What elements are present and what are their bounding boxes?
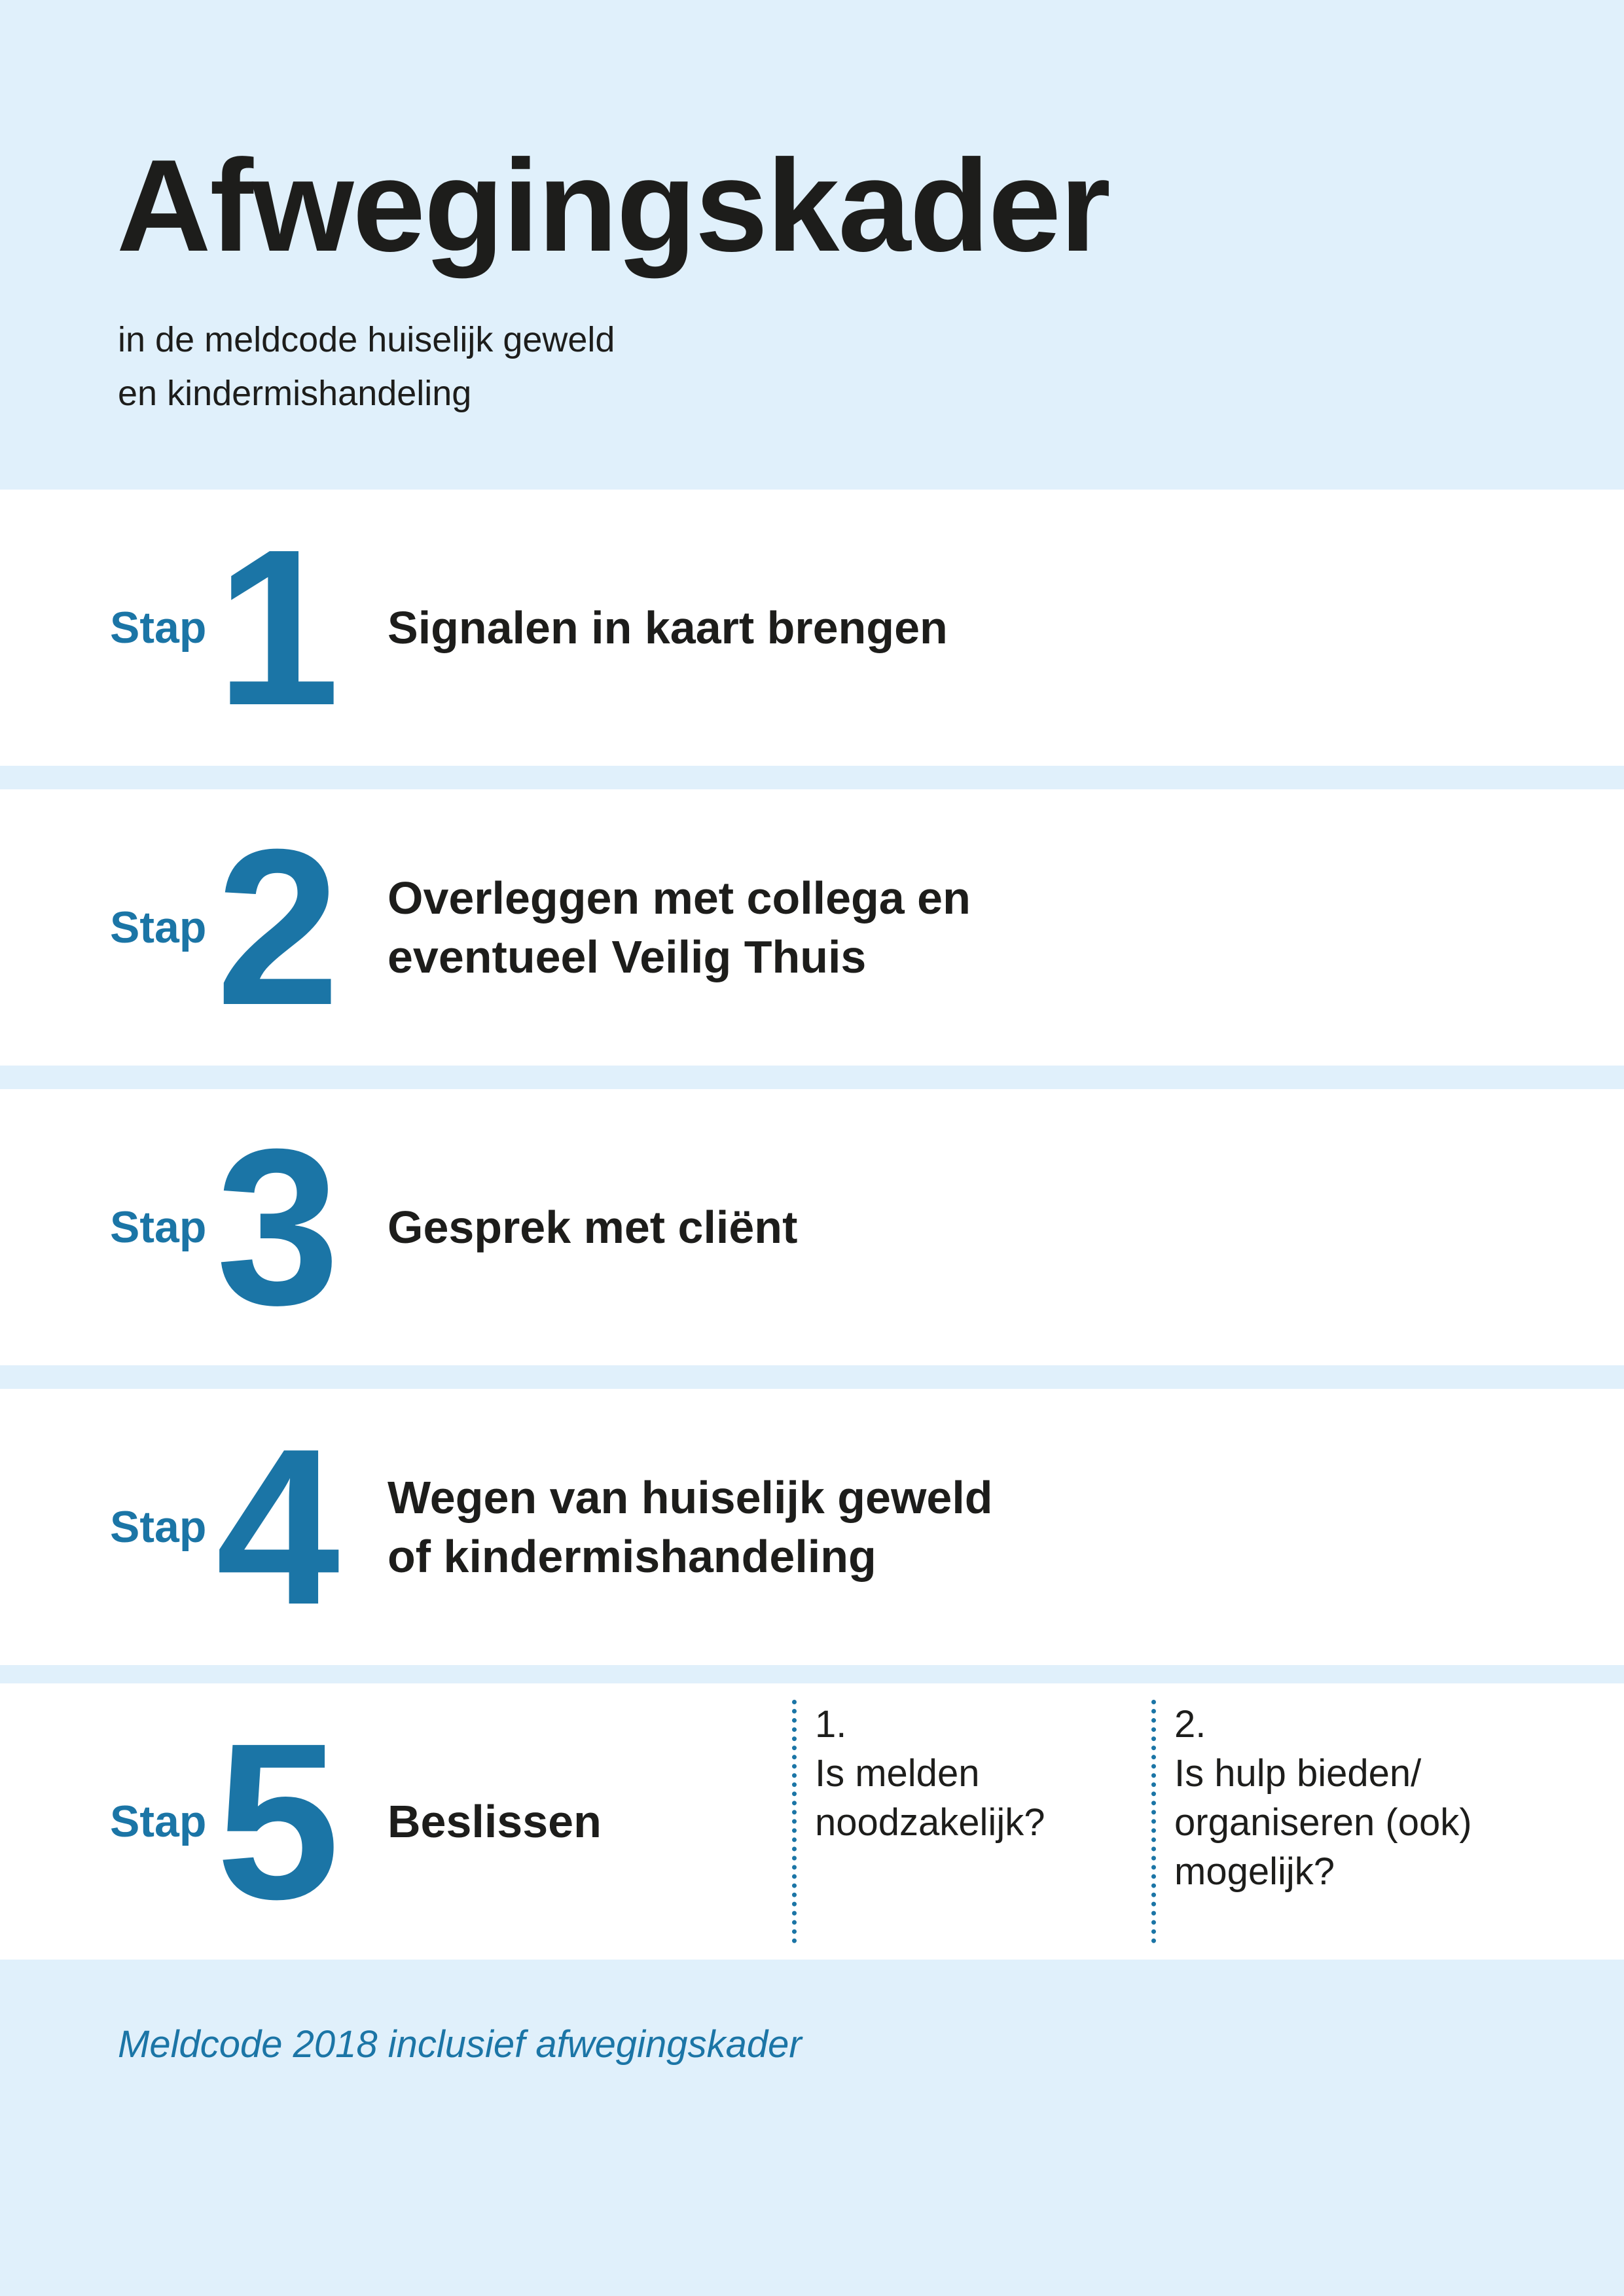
step-label: Stap: [110, 1502, 207, 1552]
step-description-line: eventueel Veilig Thuis: [388, 931, 867, 982]
step-description-line: of kindermishandeling: [388, 1531, 876, 1582]
step-description: [388, 490, 948, 766]
step-number: 1: [216, 503, 340, 752]
decision-option-line: noodzakelijk?: [815, 1801, 1045, 1844]
footer-note: Meldcode 2018 inclusief afwegingskader: [118, 2023, 802, 2066]
decision-option-2: [1151, 1700, 1472, 1943]
step-description: [388, 1683, 602, 1960]
step-5: [0, 1683, 1624, 1960]
decision-option-number: 1.: [815, 1703, 847, 1746]
step-label: Stap: [110, 603, 207, 653]
step-1: [0, 490, 1624, 766]
step-description-line: Overleggen met collega en: [388, 872, 971, 924]
decision-option-line: mogelijk?: [1174, 1850, 1335, 1893]
decision-option-1: [792, 1700, 1045, 1943]
step-description-line: Wegen van huiselijk geweld: [388, 1472, 993, 1523]
step-2: [0, 789, 1624, 1066]
step-description-line: Beslissen: [388, 1796, 602, 1847]
page-title: Afwegingskader: [117, 133, 1110, 279]
step-label: Stap: [110, 903, 207, 952]
subtitle-line-2: en kindermishandeling: [118, 374, 472, 413]
step-4: [0, 1389, 1624, 1665]
step-description: [388, 1089, 797, 1365]
subtitle-line-1: in de meldcode huiselijk geweld: [118, 320, 615, 359]
page-header: [0, 0, 1624, 490]
page-subtitle: [118, 313, 615, 420]
step-label: Stap: [110, 1797, 207, 1846]
step-number: 4: [216, 1403, 340, 1651]
step-description-line: Gesprek met cliënt: [388, 1202, 798, 1253]
decision-option-line: organiseren (ook): [1174, 1801, 1472, 1844]
decision-option-number: 2.: [1174, 1703, 1206, 1746]
step-label: Stap: [110, 1202, 207, 1252]
step-3: [0, 1089, 1624, 1365]
step-description-line: Signalen in kaart brengen: [388, 602, 948, 653]
decision-option-line: Is melden: [815, 1752, 980, 1795]
step-number: 3: [216, 1103, 340, 1352]
step-number: 5: [216, 1697, 340, 1946]
step-description: [388, 1389, 993, 1665]
step-number: 2: [216, 803, 340, 1052]
decision-option-line: Is hulp bieden/: [1174, 1752, 1422, 1795]
step-description: [388, 789, 971, 1066]
